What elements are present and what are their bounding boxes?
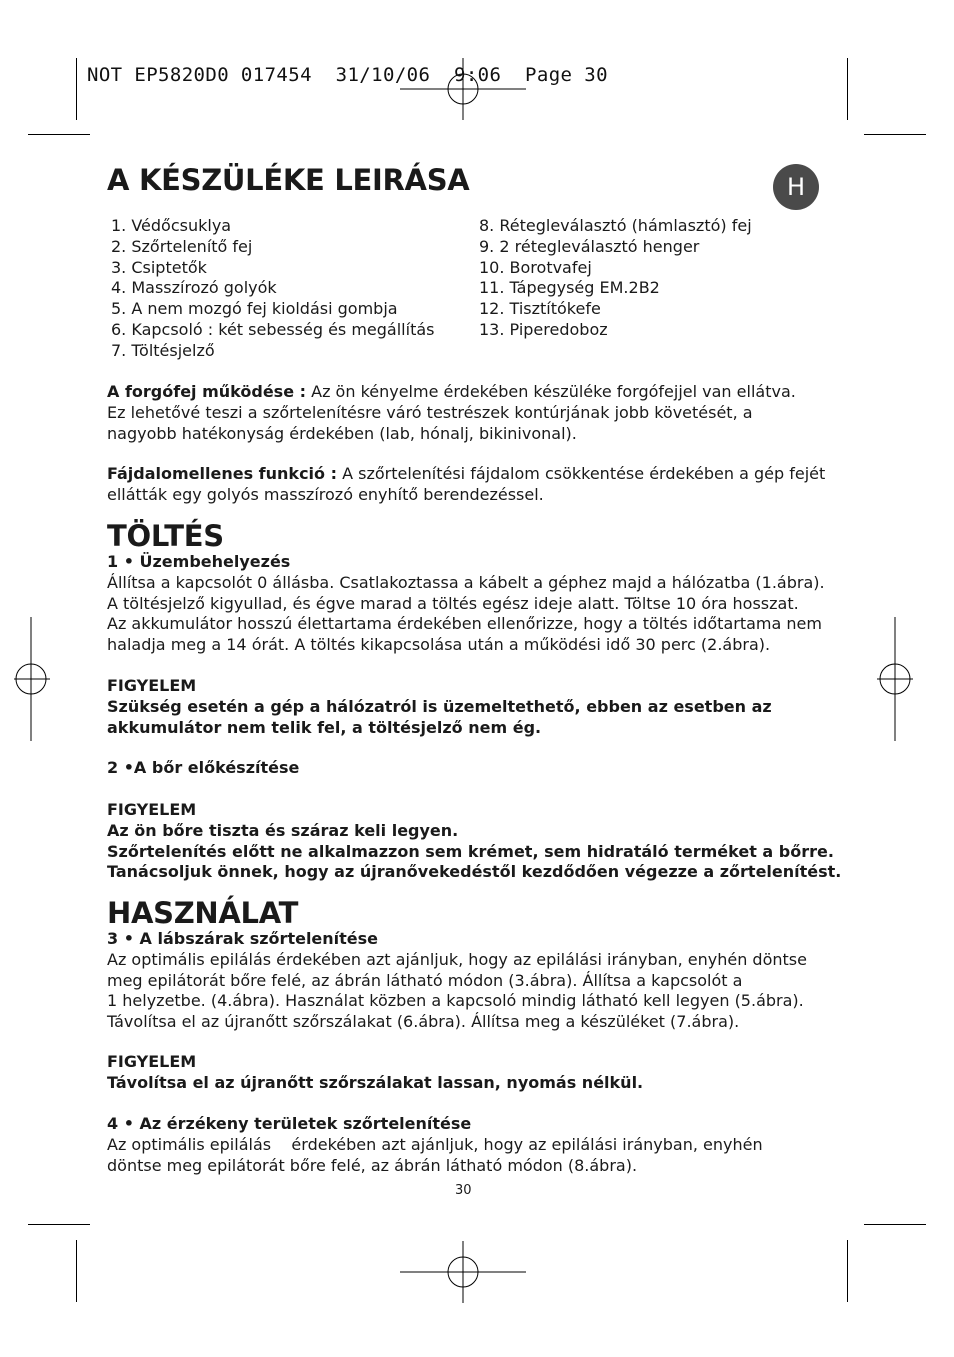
warning3-block: FIGYELEM Távolítsa el az újranőtt szőrszálakat lassan, nyomás nélkül. [107,1052,817,1094]
page-number: 30 [455,1183,472,1198]
parts-list-right [479,216,752,341]
registration-mark-right [877,617,913,741]
section-title-usage: HASZNÁLAT [107,896,299,930]
list-item: 5. A nem mozgó fej kioldási gombja [111,299,398,319]
list-item: 12. Tisztítókefe [479,299,601,319]
list-item: 3. Csiptetők [111,257,207,277]
list-item: 13. Piperedoboz [479,319,608,339]
warning-title: FIGYELEM [107,676,197,695]
warning-title: FIGYELEM [107,800,197,819]
anti-pain-label: Fájdalomellenes funkció : [107,464,337,483]
section-title-charging: TÖLTÉS [107,519,224,553]
list-item: 10. Borotvafej [479,257,592,277]
registration-mark-bottom [400,1241,526,1303]
warning1-block: FIGYELEM Szükség esetén a gép a hálózatról is üzemeltethető, ebben az esetben az akkumulátor nem telik fel, a töltésjelző nem ég. [107,676,817,738]
step1-block: 1 • Üzembehelyezés Állítsa a kapcsolót 0 állásba. Csatlakoztassa a kábelt a géphez majd a hálózatba (1.ábra). A töltésjelző kigyullad, és égve marad a töltés egész ideje alatt. Töltse 10 óra hosszat. Az akkumulátor hosszú élettartama érdekében ellenőrizze, hogy a töltés időtartama nem haladja meg a 14 órát. A töltés kikapcsolása után a működési idő 30 perc (2.ábra). [107,552,825,655]
language-badge: H [773,164,819,210]
step1-title: 1 • Üzembehelyezés [107,552,291,571]
warning-title: FIGYELEM [107,1052,197,1071]
list-item: 8. Rétegleválasztó (hámlasztó) fej [479,216,752,235]
list-item: 1. Védőcsuklya [111,216,232,235]
step3-title: 3 • A lábszárak szőrtelenítése [107,929,379,948]
list-item: 6. Kapcsoló : két sebesség és megállítás [111,319,435,339]
step4-title: 4 • Az érzékeny területek szőrtelenítése [107,1114,472,1133]
print-slug: NOT EP5820D0 017454 31/10/06 9:06 Page 30 [87,64,608,86]
step4-block: 4 • Az érzékeny területek szőrtelenítése Az optimális epilálás érdekében azt ajánljuk, hogy az epilálási irányban, enyhén döntse meg epilátorát bőre felé, az ábrán látható módon (8.ábra). [107,1114,817,1176]
step3-block: 3 • A lábszárak szőrtelenítése Az optimális epilálás érdekében azt ajánljuk, hogy az epilálási irányban, enyhén döntse meg epilátorát bőre felé, az ábrán látható módon (3.ábra). Állítsa a kapcsolót a 1 helyzetbe. (4.ábra). Használat közben a kapcsoló mindig látható kell legyen (5.ábra). Távolítsa el az újranőtt szőrszálakat (6.ábra). Állítsa meg a készüléket (7.ábra). [107,929,817,1033]
registration-mark-left [14,617,50,741]
parts-list-left [111,216,434,362]
warning2-block: FIGYELEM Az ön bőre tiszta és száraz keli legyen. Szőrtelenítés előtt ne alkalmazzon sem krémet, sem hidratáló terméket a bőrre. Tanácsoljuk önnek, hogy az újranővekedéstől kezdődően végezze a zőrtelenítést. [107,800,842,882]
section-title-description: A KÉSZÜLÉKE LEIRÁSA [107,163,470,197]
anti-pain-paragraph: Fájdalomellenes funkció : A szőrtelenítési fájdalom csökkentése érdekében a gép fejét ellátták egy golyós masszírozó enyhítő berendezéssel. [107,464,826,504]
list-item: 11. Tápegység EM.2B2 [479,278,660,298]
list-item: 4. Masszírozó golyók [111,278,277,298]
step2-title: 2 •A bőr előkészítése [107,758,300,777]
rotating-head-paragraph: A forgófej működése : Az ön kényelme érdekében készüléke forgófejjel van ellátva. Ez lehetővé teszi a szőrtelenítésre váró testrészek kontúrjának jobb követését, a nagyobb hatékonyság érdekében (lab, hónalj, bikinivonal). [107,382,796,443]
rotating-head-label: A forgófej működése : [107,382,307,401]
list-item: 7. Töltésjelző [111,340,215,360]
list-item: 9. 2 rétegleválasztó henger [479,236,700,256]
list-item: 2. Szőrtelenítő fej [111,236,253,256]
